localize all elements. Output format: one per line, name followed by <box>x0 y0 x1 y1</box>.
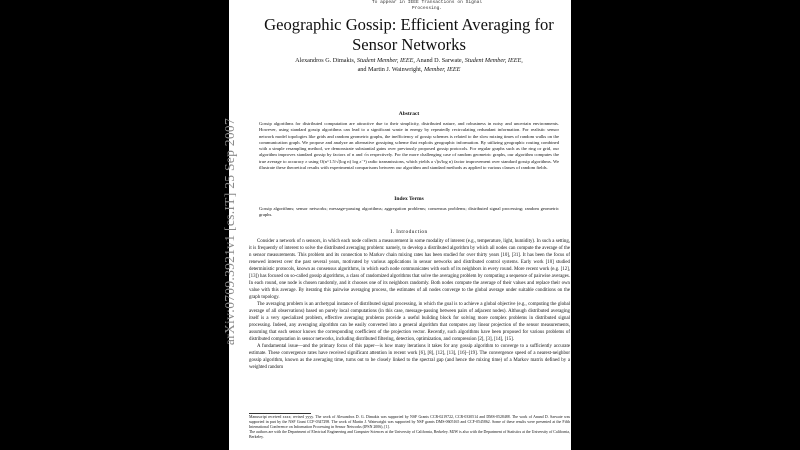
appear-note: To appear in IEEE Transactions on Signal Processing. <box>371 0 483 11</box>
intro-paragraph-3: A fundamental issue—and the primary focus of this paper—is how many iterations it takes for any gossip algorithm to converge to a sufficiently accurate estimate. These convergence rates have received significant attention in recent work [6], [8], [12], [13], [16]–[19]. The convergence speed of a nearest-neighbor gossip algorithm, known as the averaging time, turns out to be closely linked to the spectral gap (and hence the mixing time) of a Markov matrix defined by a weighted random <box>249 344 570 370</box>
abstract-heading: Abstract <box>398 111 420 117</box>
author-2-role: Student Member, IEEE, <box>464 57 523 64</box>
intro-paragraph-1: Consider a network of n sensors, in which each node collects a measurement in some modality of interest (e.g., temperature, light, humidity). In such a setting, it is frequently of interest to solve the distributed averaging problem: namely, to develop a distributed algorithm by which all nodes can compute the average of the n sensor measurements. This problem and its connection to Markov chain mixing rates has been studied for over thirty years [10], [31]. It has been the focus of renewed interest over the past several years, motivated by various applications in sensor networks and distributed control systems. Early work [10] studied deterministic protocols, known as consensus algorithms, in which each node communicates with each of its neighbors in every round. More recent work (e.g. [12], [13]) has focused on so-called gossip algorithms, a class of randomized algorithms that solve the averaging problem by computing a sequence of pairwise averages. In each round, one node is chosen randomly, and it chooses one of its neighbors randomly. Both nodes compute the average of their values and replace their own value with this average. By iterating this pairwise averaging process, the estimates of all nodes converge to the global average under suitable conditions on the graph topology. <box>249 239 570 300</box>
author-3: and Martin J. Wainwright, <box>357 66 423 73</box>
author-1-role: Student Member, IEEE, <box>356 57 415 64</box>
author-list <box>250 56 568 74</box>
index-terms-heading: Index Terms <box>394 196 424 202</box>
intro-paragraph-2: The averaging problem is an archetypal instance of distributed signal processing, in which the goal is to achieve a global objective (e.g., computing the global average of all observations) based on purely local computations (in this case, message-passing between pairs of adjacent nodes). Although distributed averaging itself is a very specialized problem, effective averaging problems provide a useful building block for solving more complex problems in distributed signal processing. Indeed, any averaging algorithm can be easily converted into a general algorithm that computes any linear projection of the sensor measurements, assuming that each sensor knows the corresponding coefficient of the projection vector. Recently, such algorithms have been proposed for various problems of distributed computation in sensor networks, including distributed filtering, detection, optimization, and compression [2], [3], [14], [15]. <box>249 302 570 342</box>
footnote-rule <box>249 413 311 414</box>
author-2: Anand D. Sarwate, <box>416 57 464 64</box>
footnote-funding: Manuscript received xxxx; revised yyyy. The work of Alexandros D. G. Dimakis was supported by NSF Grants CCR-0219722, CCR-0330514 and DMS-0528488. The work of Anand D. Sarwate was supported in part by the NSF Grant CCF-0347298. The work of Martin J. Wainwright was supported by NSF grants DMS-0605165 and CCF-0545862. Some of these results were presented at the Fifth International Conference on Information Processing in Sensor Networks (IPSN 2006), [1]. <box>249 415 570 429</box>
author-1: Alexandros G. Dimakis, <box>295 57 356 64</box>
introduction-heading: I. Introduction <box>390 229 428 235</box>
abstract-text: Gossip algorithms for distributed computation are attractive due to their simplicity, distributed nature, and robustness in noisy and uncertain environments. However, using standard gossip algorithms can lead to a significant waste in energy by repeatedly recirculating redundant information. For realistic sensor network model topologies like grids and random geometric graphs, the inefficiency of gossip schemes is related to the slow mixing times of random walks on the communication graph. We propose and analyze an alternative gossiping scheme that exploits geographic information. By utilizing geographic routing combined with a simple resampling method, we demonstrate substantial gains over previously proposed gossip protocols. For regular graphs such as the ring or grid, our algorithm improves standard gossip by factors of n and √n respectively. For the more challenging case of random geometric graphs, our algorithm computes the true average to accuracy ε using O(n^1.5/√(log n) log ε⁻¹) radio transmissions, which yields a √(n/log n) factor improvement over standard gossip algorithms. We illustrate these theoretical results with experimental comparisons between our algorithm and standard methods as applied to various classes of random fields. <box>259 121 559 171</box>
paper-title: Geographic Gossip: Efficient Averaging for Sensor Networks <box>264 15 554 54</box>
arxiv-stamp: arXiv:0709.3921v1 [cs.IT] 25 Sep 2007 <box>222 118 237 346</box>
author-3-role: Member, IEEE <box>423 66 461 73</box>
index-terms-text: Gossip algorithms; sensor networks; message-passing algorithms; aggregation problems; consensus problems; distributed signal processing; random geometric graphs. <box>259 206 559 218</box>
introduction-body <box>249 238 570 371</box>
footnote <box>249 415 570 440</box>
footnote-affiliation: The authors are with the Department of Electrical Engineering and Computer Sciences at the University of California, Berkeley. MJW is also with the Department of Statistics at the University of California, Berkeley. <box>249 430 570 439</box>
